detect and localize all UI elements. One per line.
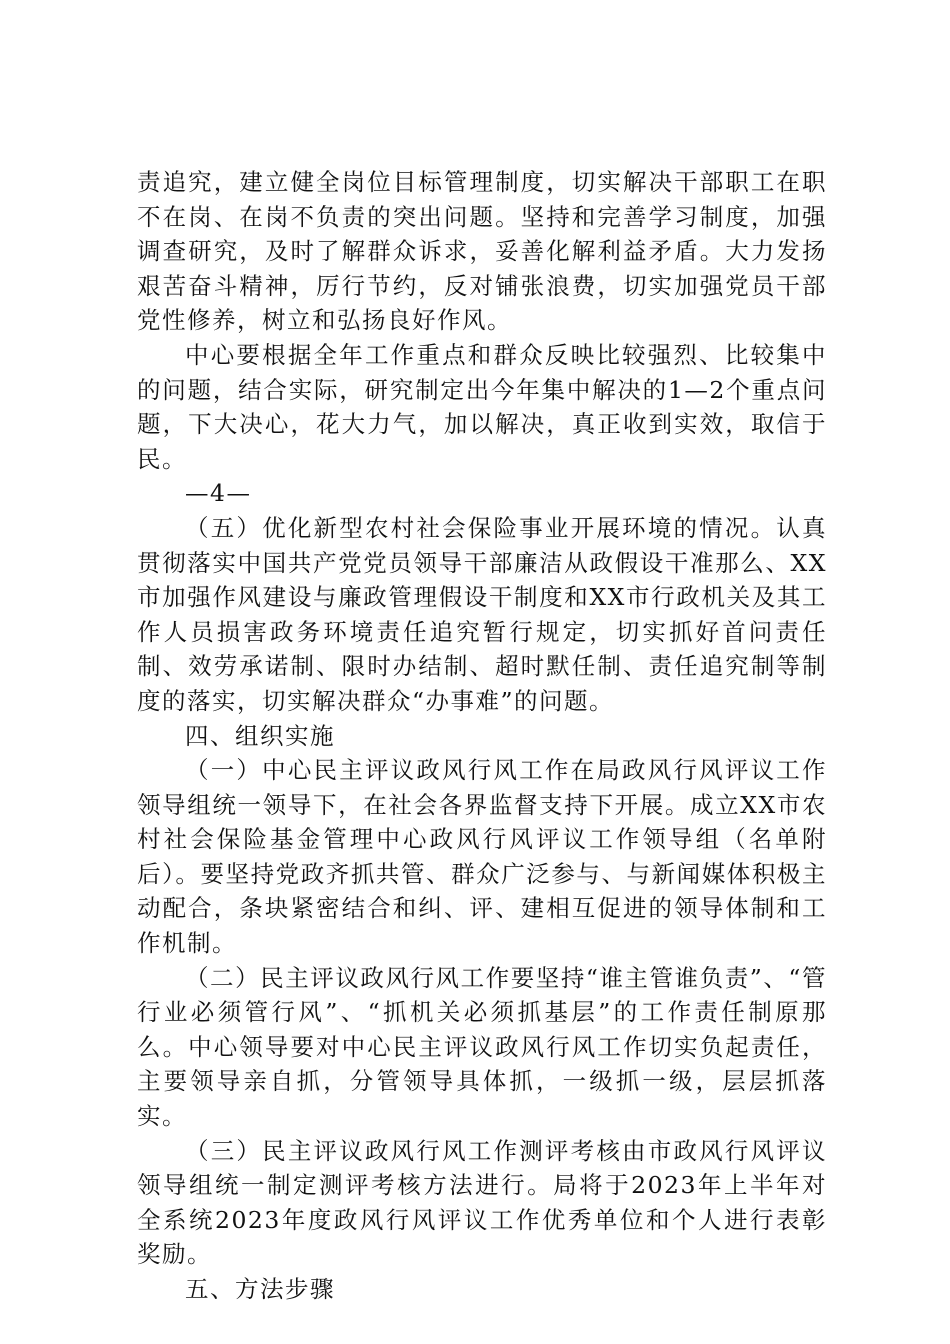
heading-organization: 四、组织实施 bbox=[185, 721, 335, 750]
paragraph-org-3: （三）民主评议政风行风工作测评考核由市政风行风评议领导组统一制定测评考核方法进行。局将于2023年上半年对全系统2023年度政风行风评议工作优秀单位和个人进行表彰奖励。 bbox=[137, 1136, 827, 1269]
heading-methods: 五、方法步骤 bbox=[185, 1275, 335, 1303]
paragraph-section-5: （五）优化新型农村社会保险事业开展环境的情况。认真贯彻落实中国共产党党员领导干部廉洁从政假设干准那么、XX市加强作风建设与廉政管理假设干制度和XX市行政机关及其工作人员损害政务环境责任追究暂行规定，切实抓好首问责任制、效劳承诺制、限时办结制、超时默任制、责任追究制等制度的落实，切实解决群众“办事难”的问题。 bbox=[137, 513, 827, 715]
paragraph-key-issues: 中心要根据全年工作重点和群众反映比较强烈、比较集中的问题，结合实际，研究制定出今年集中解决的1—2个重点问题，下大决心，花大力气，加以解决，真正收到实效，取信于民。 bbox=[137, 340, 827, 473]
paragraph-org-1: （一）中心民主评议政风行风工作在局政风行风评议工作领导组统一领导下，在社会各界监督支持下开展。成立XX市农村社会保险基金管理中心政风行风评议工作领导组（名单附后）。要坚持党政齐抓共管、群众广泛参与、与新闻媒体积极主动配合，条块紧密结合和纠、评、建相互促进的领导体制和工作机制。 bbox=[137, 756, 827, 958]
paragraph-continuation: 责追究，建立健全岗位目标管理制度，切实解决干部职工在职不在岗、在岗不负责的突出问题。坚持和完善学习制度，加强调查研究，及时了解群众诉求，妥善化解利益矛盾。大力发扬艰苦奋斗精神，厉行节约，反对铺张浪费，切实加强党员干部党性修养，树立和弘扬良好作风。 bbox=[137, 168, 827, 335]
page-number: —4— bbox=[185, 479, 252, 508]
document-body bbox=[137, 165, 827, 1307]
paragraph-org-2: （二）民主评议政风行风工作要坚持“谁主管谁负责”、“管行业必须管行风”、“抓机关必须抓基层”的工作责任制原那么。中心领导要对中心民主评议政风行风工作切实负起责任，主要领导亲自抓，分管领导具体抓，一级抓一级，层层抓落实。 bbox=[137, 963, 827, 1131]
